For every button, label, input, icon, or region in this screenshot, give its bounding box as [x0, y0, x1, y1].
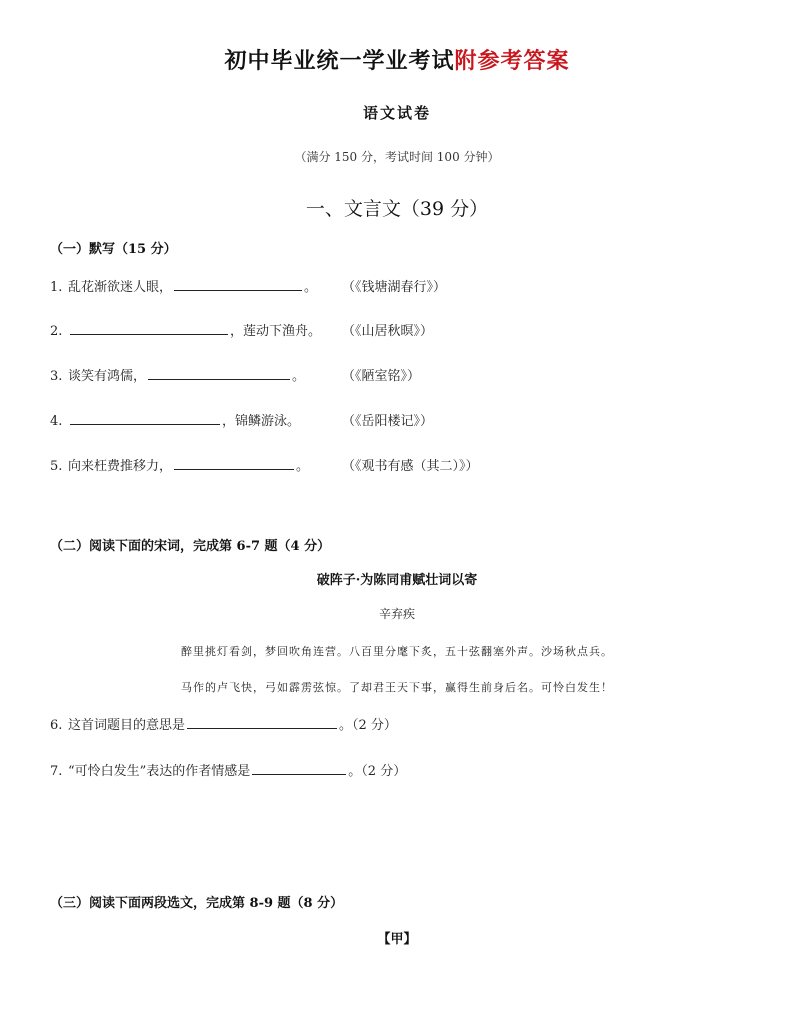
- question-text-after: ，锦鳞游泳。: [222, 414, 301, 429]
- question-2: [50, 320, 434, 339]
- question-source: （《山居秋暝》）: [342, 324, 434, 339]
- answer-blank[interactable]: [174, 456, 294, 470]
- question-number: 5.: [50, 459, 63, 474]
- answer-blank[interactable]: [252, 761, 346, 775]
- question-text-after: ，莲动下渔舟。: [230, 324, 322, 339]
- question-text-after: 。: [296, 459, 310, 474]
- question-source: （《岳阳楼记》）: [342, 414, 434, 429]
- question-5: [50, 455, 479, 474]
- exam-main-title: [0, 44, 794, 75]
- question-6: [50, 714, 397, 733]
- poem-title: 破阵子·为陈同甫赋壮词以寄: [316, 573, 478, 588]
- subject-title: 语文试卷: [362, 104, 431, 122]
- question-source: （《观书有感（其二）》）: [342, 459, 479, 474]
- section-heading-poem: （二）阅读下面的宋词，完成第 6-7 题（4 分）: [50, 539, 331, 554]
- question-text-after: 。: [292, 369, 306, 384]
- part-title: 一、文言文（39 分）: [305, 198, 489, 220]
- question-number: 1.: [50, 280, 63, 295]
- answer-blank[interactable]: [148, 366, 290, 380]
- question-source: （《钱塘湖春行》）: [342, 280, 447, 295]
- poem-line-1: 醉里挑灯看剑，梦回吹角连营。八百里分麾下炙，五十弦翻塞外声。沙场秋点兵。: [181, 645, 613, 658]
- section-heading-dictation: （一）默写（15 分）: [50, 242, 177, 257]
- question-text: 谈笑有鸿儒，: [68, 369, 147, 384]
- question-7: [50, 760, 406, 779]
- answer-blank[interactable]: [174, 277, 302, 291]
- question-text: 这首词题目的意思是: [68, 718, 186, 733]
- question-text-after: 。（2 分）: [339, 718, 397, 733]
- question-text-after: 。（2 分）: [348, 764, 407, 779]
- answer-key-note: 附参考答案: [454, 48, 570, 74]
- question-4: [50, 410, 434, 429]
- answer-blank[interactable]: [187, 715, 337, 729]
- poem-author: 辛弃疾: [378, 607, 415, 621]
- question-number: 3.: [50, 369, 63, 384]
- question-source: （《陋室铭》）: [342, 369, 421, 384]
- question-number: 2.: [50, 324, 63, 339]
- section-heading-prose: （三）阅读下面两段选文，完成第 8-9 题（8 分）: [50, 896, 344, 911]
- answer-blank[interactable]: [70, 411, 220, 425]
- question-text: 向来枉费推移力，: [68, 459, 173, 474]
- poem-line-2: 马作的卢飞快，弓如霹雳弦惊。了却君王天下事，赢得生前身后名。可怜白发生！: [181, 681, 613, 694]
- answer-blank[interactable]: [70, 321, 228, 335]
- question-text-after: 。: [304, 280, 318, 295]
- question-number: 4.: [50, 414, 63, 429]
- exam-info: （满分 150 分，考试时间 100 分钟）: [294, 150, 500, 164]
- exam-title-text: 初中毕业统一学业考试: [224, 48, 455, 74]
- question-3: [50, 365, 421, 384]
- question-number: 6.: [50, 718, 63, 733]
- question-1: [50, 276, 447, 295]
- question-text: “可怜白发生”表达的作者情感是: [68, 764, 251, 779]
- passage-label-jia: 【甲】: [377, 932, 417, 947]
- question-number: 7.: [50, 764, 63, 779]
- question-text: 乱花渐欲迷人眼，: [68, 280, 173, 295]
